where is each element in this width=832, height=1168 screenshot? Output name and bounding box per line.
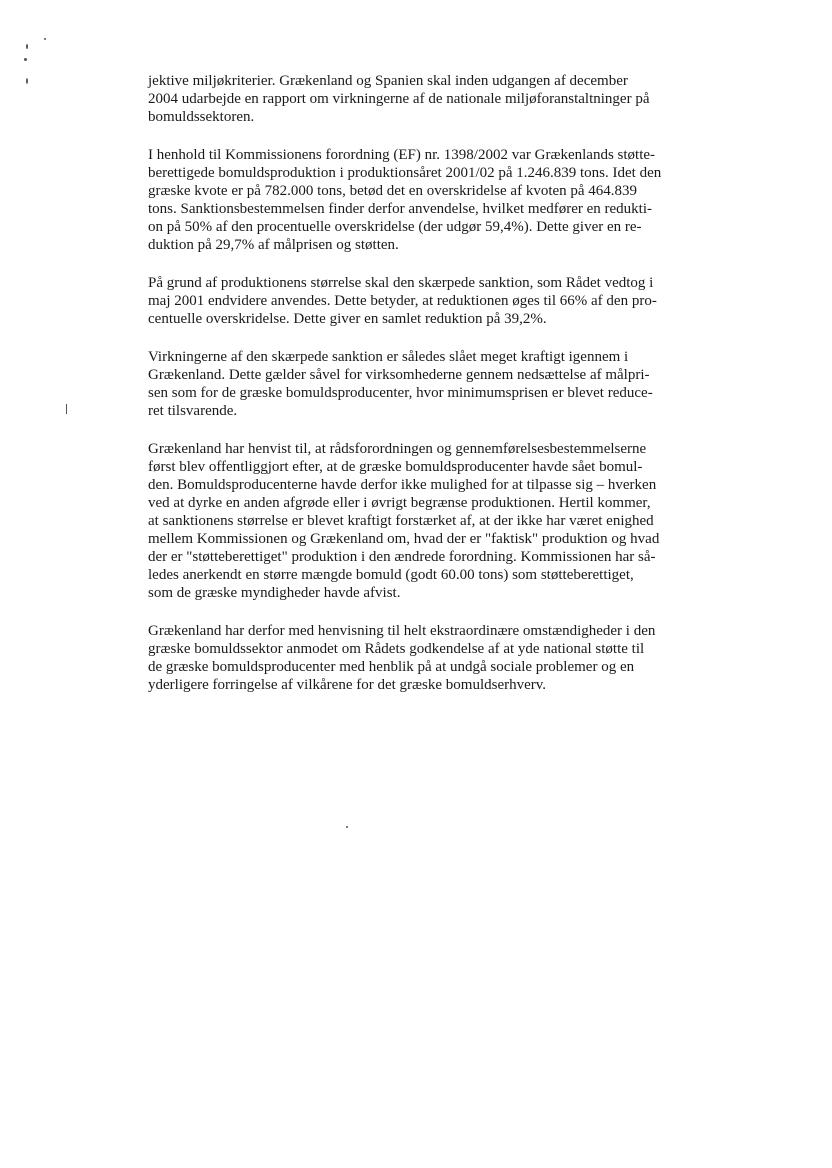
text-line: at sanktionens størrelse er blevet kraftigt forstærket af, at der ikke har været enighed — [148, 513, 654, 529]
document-body — [148, 72, 733, 714]
scan-speck — [66, 404, 67, 414]
paragraph-2 — [148, 146, 733, 254]
text-line: de græske bomuldsproducenter med henblik på at undgå sociale problemer og en — [148, 659, 635, 675]
text-line: På grund af produktionens størrelse skal den skærpede sanktion, som Rådet vedtog i — [148, 275, 654, 291]
text-line: I henhold til Kommissionens forordning (EF) nr. 1398/2002 var Grækenlands støtte- — [148, 147, 656, 163]
text-line: tons. Sanktionsbestemmelsen finder derfor anvendelse, hvilket medfører en redukti- — [148, 201, 653, 217]
text-line: mellem Kommissionen og Grækenland om, hvad der er "faktisk" produktion og hvad — [148, 531, 660, 547]
text-line: græske kvote er på 782.000 tons, betød det en overskridelse af kvoten på 464.839 — [148, 183, 638, 199]
text-line: on på 50% af den procentuelle overskridelse (der udgør 59,4%). Dette giver en re- — [148, 219, 642, 235]
paragraph-5 — [148, 440, 733, 602]
text-line: ret tilsvarende. — [148, 403, 238, 419]
text-line: græske bomuldssektor anmodet om Rådets godkendelse af at yde national støtte til — [148, 641, 645, 657]
text-line: Grækenland. Dette gælder såvel for virksomhederne gennem nedsættelse af målpri- — [148, 367, 650, 383]
text-line: jektive miljøkriterier. Grækenland og Spanien skal inden udgangen af december — [148, 73, 628, 89]
text-line: Virkningerne af den skærpede sanktion er således slået meget kraftigt igennem i — [148, 349, 629, 365]
text-line: 2004 udarbejde en rapport om virkningerne af de nationale miljøforanstaltninger på — [148, 91, 650, 107]
text-line: ved at dyrke en anden afgrøde eller i øvrigt begrænse produktionen. Hertil kommer, — [148, 495, 651, 511]
scan-speck — [346, 826, 348, 828]
scan-speck — [24, 58, 27, 61]
text-line: bomuldssektoren. — [148, 109, 255, 125]
text-line: ledes anerkendt en større mængde bomuld (godt 60.00 tons) som støtteberettiget, — [148, 567, 634, 583]
text-line: berettigede bomuldsproduktion i produktionsåret 2001/02 på 1.246.839 tons. Idet den — [148, 165, 662, 181]
scan-speck — [44, 38, 46, 40]
text-line: duktion på 29,7% af målprisen og støtten. — [148, 237, 399, 253]
paragraph-1 — [148, 72, 733, 126]
text-line: som de græske myndigheder havde afvist. — [148, 585, 401, 601]
text-line: først blev offentliggjort efter, at de græske bomuldsproducenter havde sået bomul- — [148, 459, 643, 475]
text-line: centuelle overskridelse. Dette giver en samlet reduktion på 39,2%. — [148, 311, 547, 327]
paragraph-6 — [148, 622, 733, 694]
paragraph-4 — [148, 348, 733, 420]
text-line: yderligere forringelse af vilkårene for det græske bomuldserhverv. — [148, 677, 547, 693]
scan-speck — [26, 78, 28, 84]
text-line: Grækenland har derfor med henvisning til helt ekstraordinære omstændigheder i den — [148, 623, 656, 639]
text-line: den. Bomuldsproducenterne havde derfor ikke mulighed for at tilpasse sig – hverken — [148, 477, 657, 493]
paragraph-3 — [148, 274, 733, 328]
scan-speck — [26, 44, 28, 49]
text-line: der er "støtteberettiget" produktion i den ændrede forordning. Kommissionen har så- — [148, 549, 656, 565]
text-line: maj 2001 endvidere anvendes. Dette betyder, at reduktionen øges til 66% af den pro- — [148, 293, 657, 309]
text-line: Grækenland har henvist til, at rådsforordningen og gennemførelsesbestemmelserne — [148, 441, 647, 457]
text-line: sen som for de græske bomuldsproducenter, hvor minimumsprisen er blevet reduce- — [148, 385, 653, 401]
